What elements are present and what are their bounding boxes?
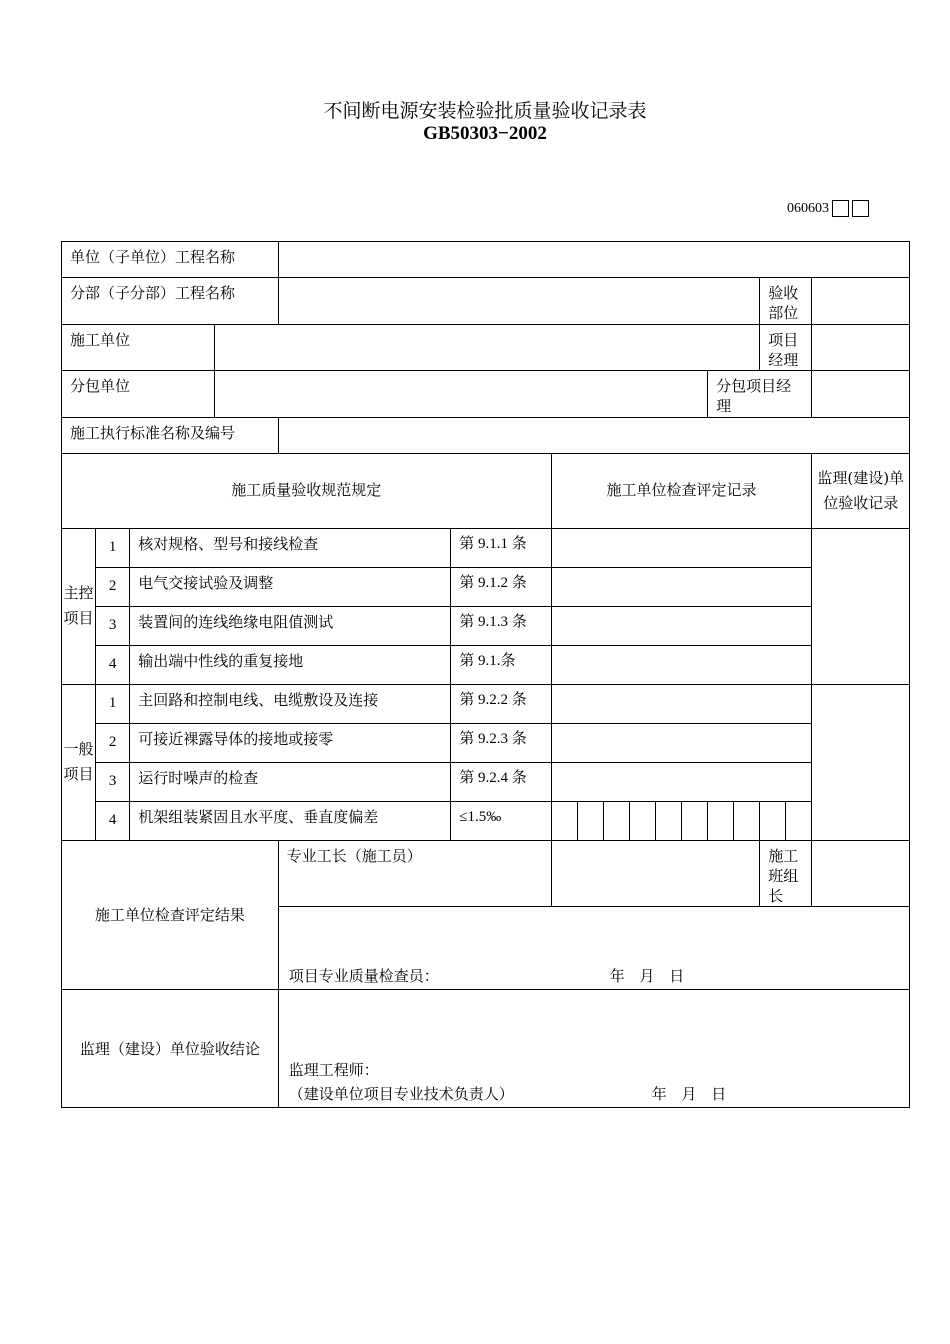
acceptance-part-field[interactable] [812, 278, 910, 325]
subcontract-manager-label: 分包项目经理 [708, 371, 812, 418]
unit-project-field[interactable] [278, 242, 909, 278]
general-item-clause: 第 9.2.2 条 [451, 684, 551, 723]
inspection-table [61, 241, 910, 1108]
form-title: 不间断电源安装检验批质量验收记录表 [323, 100, 647, 122]
general-item-desc: 主回路和控制电线、电缆敷设及连接 [130, 684, 451, 723]
standard-name-field[interactable] [278, 417, 909, 453]
general-item-no: 2 [96, 723, 130, 762]
deviation-cell[interactable] [786, 801, 812, 840]
deviation-cell[interactable] [603, 801, 629, 840]
main-item-no: 1 [96, 528, 130, 567]
supervision-conclusion-field[interactable] [278, 990, 909, 1108]
deviation-cell[interactable] [551, 801, 577, 840]
unit-project-label: 单位（子单位）工程名称 [62, 242, 279, 278]
construction-record-header: 施工单位检查评定记录 [551, 453, 812, 528]
general-item-no: 1 [96, 684, 130, 723]
standard-name-label: 施工执行标准名称及编号 [62, 417, 279, 453]
spec-column-header: 施工质量验收规范规定 [62, 453, 552, 528]
main-items-supervision-field[interactable] [812, 528, 910, 684]
main-item-desc: 核对规格、型号和接线检查 [130, 528, 451, 567]
general-item-record[interactable] [551, 723, 812, 762]
sub-project-field[interactable] [278, 278, 760, 325]
project-manager-label: 项目经理 [760, 324, 812, 371]
construction-result-label: 施工单位检查评定结果 [62, 840, 279, 990]
engineer-label: 监理工程师： [288, 1061, 379, 1080]
main-item-clause: 第 9.1.1 条 [451, 528, 551, 567]
subcontract-manager-field[interactable] [812, 371, 910, 418]
general-items-supervision-field[interactable] [812, 684, 910, 840]
general-item-clause: ≤1.5‰ [451, 801, 551, 840]
subcontract-unit-label: 分包单位 [62, 371, 215, 418]
supervision-record-header: 监理(建设)单位验收记录 [812, 453, 910, 528]
general-item-no: 3 [96, 762, 130, 801]
general-item-record[interactable] [551, 762, 812, 801]
deviation-cell[interactable] [734, 801, 760, 840]
deviation-cell[interactable] [577, 801, 603, 840]
construction-result-field[interactable] [278, 907, 909, 990]
general-item-desc: 可接近裸露导体的接地或接零 [130, 723, 451, 762]
construction-unit-field[interactable] [214, 324, 760, 371]
main-item-record[interactable] [551, 645, 812, 684]
inspector-date: 年 月 日 [609, 967, 685, 986]
team-leader-field[interactable] [812, 840, 910, 907]
owner-rep-label: （建设单位项目专业技术负责人） [288, 1085, 514, 1104]
main-item-clause: 第 9.1.2 条 [451, 567, 551, 606]
main-item-no: 4 [96, 645, 130, 684]
form-code-number: 060603 [787, 200, 829, 216]
general-item-clause: 第 9.2.4 条 [451, 762, 551, 801]
main-item-record[interactable] [551, 606, 812, 645]
foreman-label: 专业工长（施工员） [278, 840, 551, 907]
deviation-cell[interactable] [682, 801, 708, 840]
general-item-desc: 机架组装紧固且水平度、垂直度偏差 [130, 801, 451, 840]
engineer-date: 年 月 日 [651, 1085, 727, 1104]
deviation-cell[interactable] [655, 801, 681, 840]
acceptance-part-label: 验收部位 [760, 278, 812, 325]
main-item-no: 3 [96, 606, 130, 645]
form-code [787, 200, 869, 217]
main-item-record[interactable] [551, 567, 812, 606]
main-item-no: 2 [96, 567, 130, 606]
subcontract-unit-field[interactable] [214, 371, 708, 418]
main-items-group-label: 主控项目 [62, 528, 96, 684]
deviation-cell[interactable] [629, 801, 655, 840]
form-code-box-1[interactable] [832, 200, 849, 217]
general-item-no: 4 [96, 801, 130, 840]
general-item-clause: 第 9.2.3 条 [451, 723, 551, 762]
team-leader-label: 施工班组长 [760, 840, 812, 907]
general-items-group-label: 一般项目 [62, 684, 96, 840]
supervision-conclusion-label: 监理（建设）单位验收结论 [62, 990, 279, 1108]
deviation-cell[interactable] [708, 801, 734, 840]
general-item-desc: 运行时噪声的检查 [130, 762, 451, 801]
general-item-record[interactable] [551, 684, 812, 723]
main-item-clause: 第 9.1.3 条 [451, 606, 551, 645]
main-item-desc: 电气交接试验及调整 [130, 567, 451, 606]
main-item-desc: 输出端中性线的重复接地 [130, 645, 451, 684]
standard-number: GB50303−2002 [423, 123, 547, 144]
foreman-field[interactable] [551, 840, 760, 907]
form-code-box-2[interactable] [852, 200, 869, 217]
main-item-clause: 第 9.1.条 [451, 645, 551, 684]
sub-project-label: 分部（子分部）工程名称 [62, 278, 279, 325]
project-manager-field[interactable] [812, 324, 910, 371]
main-item-desc: 装置间的连线绝缘电阻值测试 [130, 606, 451, 645]
construction-unit-label: 施工单位 [62, 324, 215, 371]
main-item-record[interactable] [551, 528, 812, 567]
inspector-label: 项目专业质量检查员： [288, 967, 439, 986]
deviation-cell[interactable] [760, 801, 786, 840]
